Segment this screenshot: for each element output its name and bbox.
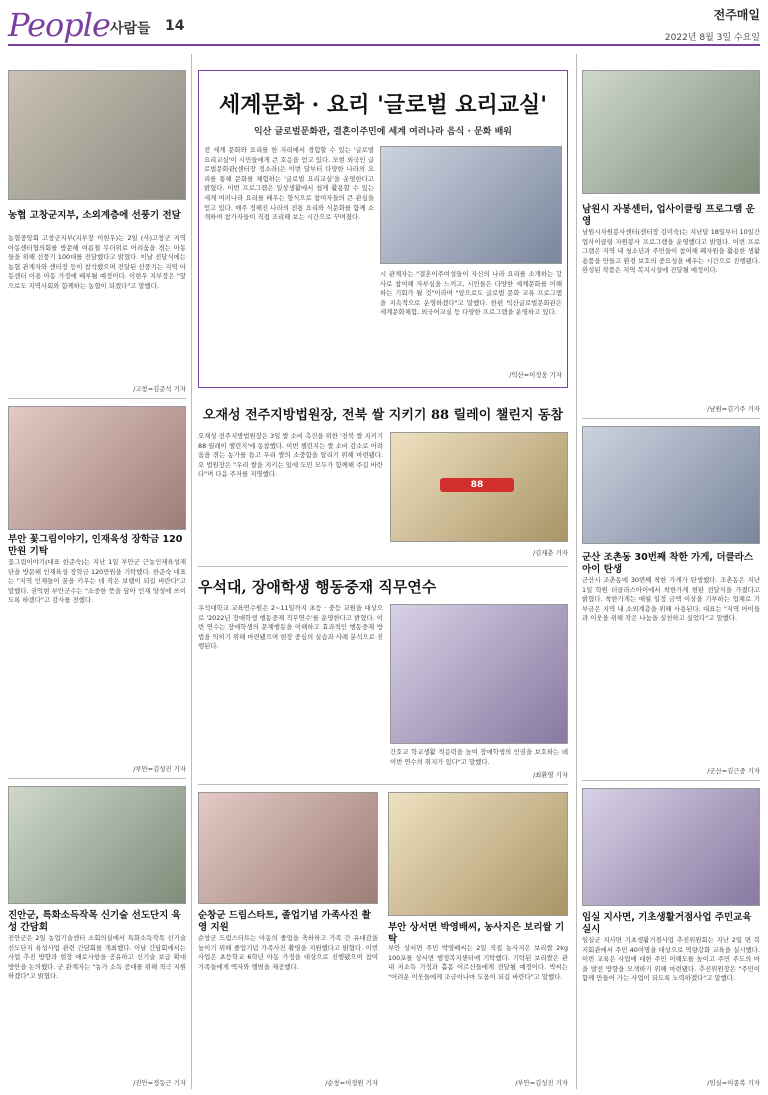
byline-sunchang: /순창=이정원 기자	[325, 1079, 378, 1087]
page-number: 14	[165, 18, 185, 34]
byline-gochang: /고창=김준석 기자	[133, 385, 186, 393]
divider	[582, 780, 760, 781]
column-divider-right	[576, 54, 577, 1089]
caption-gochang: 농협 고창군지부, 소외계층에 선풍기 전달	[8, 210, 181, 221]
training-headline: 우석대, 장애학생 행동중재 직무연수	[198, 578, 437, 596]
byline-buan-scholarship: /부안=김성진 기자	[133, 765, 186, 773]
relay-body: 오재성 전주지방법원장은 3일 쌀 소비 촉진을 위한 '전북 쌀 지키기 88 릴레이 챌린지'에 동참했다. 이번 챌린지는 쌀 소비 감소로 어려움을 겪는 농가를 돕고 우리 쌀의 소중함을 알리기 위해 마련됐다. 오 법원장은 "우리 쌀을 지키는 일에 도민 모두가 함께해 주길 바란다"며 다음 주자를 지명했다.	[198, 432, 383, 479]
divider	[8, 398, 186, 399]
main-byline: /익산=이정웅 기자	[509, 371, 562, 379]
section-logo: People	[8, 6, 110, 44]
divider	[198, 566, 568, 567]
issue-date: 2022년 8월 3일 수요일	[664, 33, 760, 43]
byline-namwon: /남원=김기주 기자	[707, 405, 760, 413]
byline-jinan: /진안=정동근 기자	[133, 1079, 186, 1087]
photo-jinan	[8, 786, 186, 904]
body-sunchang: 순창군 드림스타트는 아동의 졸업을 축하하고 가족 간 유대감을 높이기 위해 졸업기념 가족사진 촬영을 지원했다고 밝혔다. 이번 사업은 초등학교 6학년 아동 가정을 대상으로 진행됐으며 참여 가족들에게 액자와 앨범을 제공했다.	[198, 934, 378, 971]
byline-buan-barley: /부안=김성진 기자	[515, 1079, 568, 1087]
relay-byline: /김재춘 기자	[532, 549, 568, 557]
body-gunsan: 군산시 조촌동에 30번째 착한 가게가 탄생했다. 조촌동은 지난 1일 학원 더클라스아이에서 착한가게 현판 전달식을 가졌다고 밝혔다. 착한가게는 매월 일정 금액 이상을 기부하는 업체로 기부금은 지역 내 소외계층을 위해 사용된다. 대표는 "지역 아이들과 이웃을 위해 작은 나눔을 실천하고 싶었다"고 말했다.	[582, 576, 760, 623]
paper-name: 전주매일	[713, 8, 760, 22]
photo-buan-barley	[388, 792, 568, 916]
caption-gunsan: 군산 조촌동 30번째 착한 가게, 더클라스아이 탄생	[582, 552, 754, 575]
main-subhead: 익산 글로벌문화관, 결혼이주민에 세계 여러나라 음식 · 문화 배워	[254, 127, 512, 137]
section-title-kr: 사람들	[110, 21, 151, 37]
body-gochang: 농협중앙회 고창군지부(지부장 이현우)는 2일 (사)고창군 지역아동센터협의회를 방문해 여름철 무더위로 어려움을 겪는 아동들을 위해 선풍기 100대를 전달했다고 밝혔다. 이날 전달식에는 농협 관계자와 센터장 등이 참석했으며 전달된 선풍기는 지역 아동센터 이용 아동 가정에 배부될 예정이다. 이현우 지부장은 "앞으로도 지역사회와 함께하는 농협이 되겠다"고 말했다.	[8, 234, 186, 290]
masthead-rule	[8, 44, 760, 46]
body-namwon: 남원시자원봉사센터(센터장 김미숙)는 지난달 18일부터 10일간 업사이클링 자원봉사 프로그램을 운영했다고 밝혔다. 이번 프로그램은 지역 내 청소년과 주민들이 참여해 폐자원을 활용한 생활용품을 만들고 환경 보호의 중요성을 배우는 시간으로 진행됐다. 완성된 작품은 지역 복지시설에 전달될 예정이다.	[582, 228, 760, 275]
divider	[582, 418, 760, 419]
caption-sunchang: 순창군 드림스타트, 졸업기념 가족사진 촬영 지원	[198, 910, 371, 933]
body-buan-barley: 부안 상서면 주민 박영배씨는 2일 직접 농사지은 보리쌀 2kg 100포를 상서면 행정복지센터에 기탁했다. 기탁된 보리쌀은 관내 저소득 가정과 홀몸 어르신들에게 전달될 예정이다. 박씨는 "어려운 이웃들에게 조금이나마 도움이 되길 바란다"고 말했다.	[388, 944, 568, 981]
training-body: 우석대학교 교육연수원은 2~11일까지 초등 · 중등 교원을 대상으로 '2022년 장애학생 행동중재 직무연수'를 운영한다고 밝혔다. 이번 연수는 장애학생의 문제행동을 이해하고 효과적인 행동중재 방법을 익히기 위해 마련됐으며 현장 중심의 실습과 사례 분석으로 진행된다.	[198, 604, 383, 651]
photo-cooking-class	[380, 146, 562, 264]
caption-buan-scholarship: 부안 꽃그림이야기, 인재육성 장학금 120만원 기탁	[8, 534, 183, 557]
training-byline: /최환영 기자	[532, 771, 568, 779]
main-headline: 세계문화 · 요리 '글로벌 요리교실'	[218, 92, 548, 118]
photo-imsil	[582, 788, 760, 906]
training-photo-caption: 간호교 학교생활 적응력을 높여 장애학생의 인권을 보호하는 데 이번 연수의 취지가 있다"고 말했다.	[390, 748, 568, 766]
caption-buan-barley: 부안 상서면 박영배씨, 농사지은 보리쌀 기탁	[388, 922, 565, 945]
caption-namwon: 남원시 자봉센터, 업사이클링 프로그램 운영	[582, 204, 755, 227]
main-body-right: 시 관계자는 "결혼이주여성들이 자신의 나라 요리를 소개하는 강사로 참여해 자부심을 느끼고, 시민들은 다양한 세계문화를 이해하는 기회가 될 것"이라며 "앞으로도 글로벌 문화 교류 프로그램을 지속적으로 운영하겠다"고 말했다. 한편 익산글로벌문화관은 세계문화체험, 외국어교실 등 다양한 프로그램을 운영하고 있다.	[380, 270, 562, 317]
divider	[198, 784, 568, 785]
body-jinan: 진안군은 2일 농업기술센터 소회의실에서 특화소득작목 신기술 선도단지 육성사업 관련 간담회를 개최했다. 이날 간담회에서는 사업 추진 방향과 현장 애로사항을 공유하고 신기술 보급 확대 방안을 논의했다. 군 관계자는 "농가 소득 증대를 위해 적극 지원하겠다"고 밝혔다.	[8, 934, 186, 981]
photo-gunsan	[582, 426, 760, 544]
relay-headline: 오재성 전주지방법원장, 전북 쌀 지키기 88 릴레이 챌린지 동참	[202, 408, 564, 423]
photo-buan-scholarship	[8, 406, 186, 530]
body-imsil: 임실군 지사면 기초생활거점사업 추진위원회는 지난 2일 면 복지회관에서 주민 40여명을 대상으로 역량강화 교육을 실시했다. 이번 교육은 사업에 대한 주민 이해도를 높이고 주민 주도의 마을 발전 방향을 모색하기 위해 마련됐다. 추진위원장은 "주민이 함께 만들어 가는 사업이 되도록 노력하겠다"고 말했다.	[582, 936, 760, 983]
byline-imsil: /임실=이종복 기자	[707, 1079, 760, 1087]
photo-training	[390, 604, 568, 744]
photo-sunchang	[198, 792, 378, 904]
relay-sign: 88	[440, 478, 514, 492]
photo-namwon	[582, 70, 760, 194]
photo-gochang	[8, 70, 186, 200]
caption-jinan: 진안군, 특화소득작목 신기술 선도단지 육성 간담회	[8, 910, 181, 933]
main-body-left: 전 세계 문화와 요리를 한 자리에서 경험할 수 있는 '글로벌 요리교실'이 시민들에게 큰 호응을 얻고 있다. 모현 외국인 글로벌문화관(센터장 정소라)은 이번 달부터 다양한 나라의 요리를 통해 문화를 체험하는 '글로벌 요리교실'을 운영한다고 밝혔다. 이번 프로그램은 일상생활에서 쉽게 활용할 수 있는 세계 여러나라 요리를 배우는 형식으로 참여자들의 큰 관심을 얻고 있다. 매주 정해진 나라의 전통 요리와 식문화를 함께 소개하며 참가자들이 직접 조리해 보는 시간으로 꾸며졌다.	[204, 146, 374, 222]
column-divider-left	[191, 54, 192, 1089]
body-buan-scholarship: 꽃그림이야기(대표 한준숙)는 지난 1일 부안군 근농인재육성재단을 방문해 인재육성 장학금 120만원을 기탁했다. 한준숙 대표는 "지역 인재들이 꿈을 키우는 데 작은 보탬이 되길 바란다"고 말했다. 권익현 부안군수는 "소중한 뜻을 담아 인재 양성에 쓰이도록 하겠다"고 감사를 전했다.	[8, 558, 186, 605]
caption-imsil: 임실 지사면, 기초생활거점사업 주민교육 실시	[582, 912, 752, 935]
divider	[8, 778, 186, 779]
byline-gunsan: /군산=김근중 기자	[707, 767, 760, 775]
